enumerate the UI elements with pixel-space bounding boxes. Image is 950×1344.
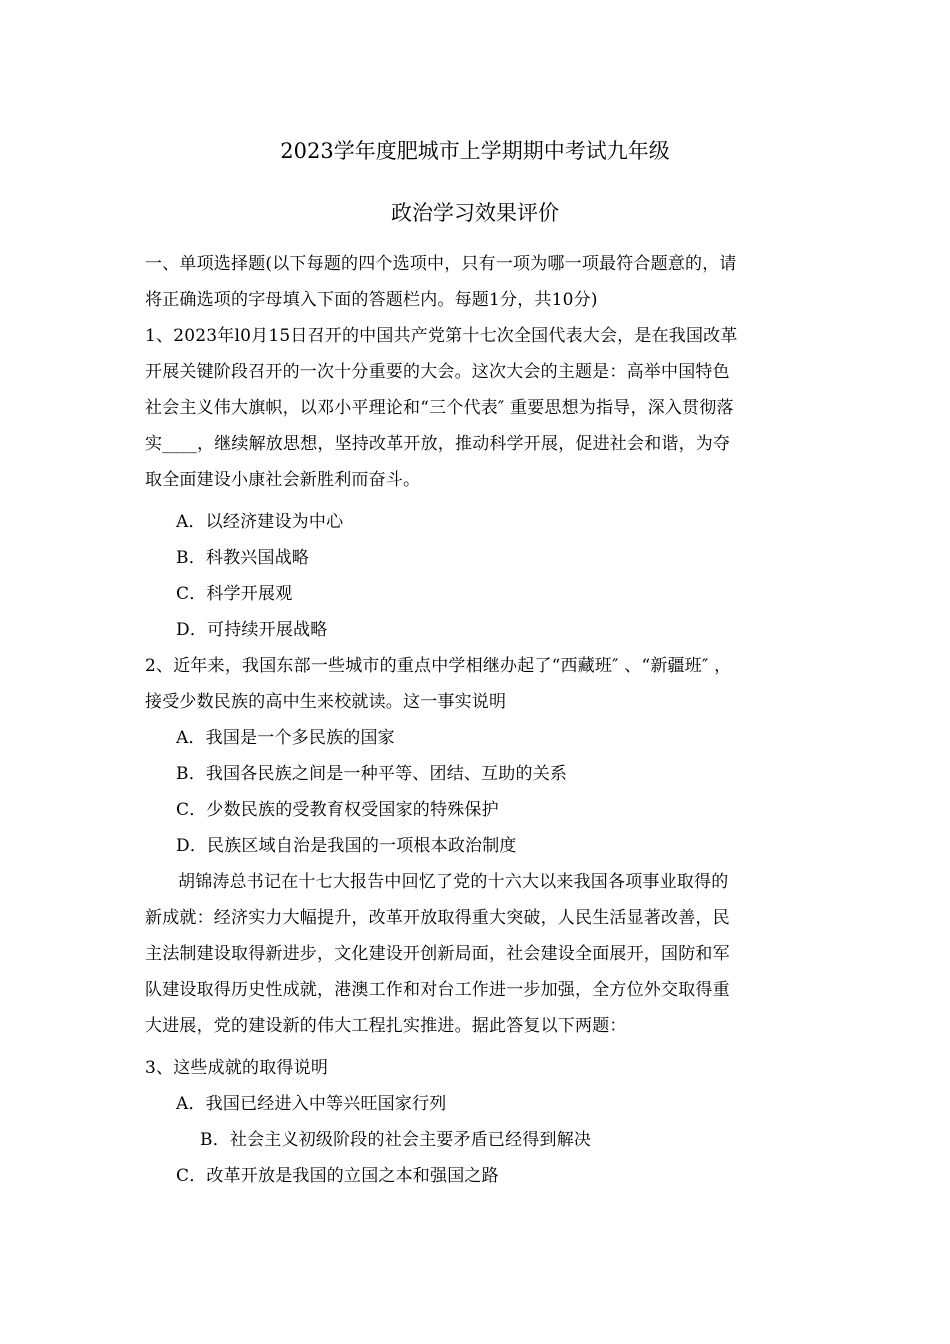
q2-option-c: C．少数民族的受教育权受国家的特殊保护 [176, 800, 499, 820]
q1-option-b: B．科教兴国战略 [176, 548, 310, 568]
q1-stem-line-3: 社会主义伟大旗帜，以邓小平理论和“三个代表″ 重要思想为指导，深入贯彻落 [145, 398, 734, 418]
q1-stem-line-2: 开展关键阶段召开的一次十分重要的大会。这次大会的主题是：高举中国特色 [145, 362, 730, 382]
section-heading-line-2: 将正确选项的字母填入下面的答题栏内。每题1分，共10分) [145, 290, 598, 310]
q1-option-a: A．以经济建设为中心 [176, 512, 344, 532]
passage-line-4: 队建设取得历史性成就，港澳工作和对台工作进一步加强，全方位外交取得重 [145, 980, 730, 1000]
passage-line-2: 新成就：经济实力大幅提升，改革开放取得重大突破，人民生活显著改善，民 [145, 908, 730, 928]
q2-option-b: B．我国各民族之间是一种平等、团结、互助的关系 [176, 764, 568, 784]
passage-line-3: 主法制建设取得新进步，文化建设开创新局面，社会建设全面展开，国防和军 [145, 944, 730, 964]
q3-option-a: A．我国已经进入中等兴旺国家行列 [176, 1094, 447, 1114]
passage-line-5: 大进展，党的建设新的伟大工程扎实推进。据此答复以下两题： [145, 1016, 627, 1036]
page-subtitle: 政治学习效果评价 [391, 201, 559, 225]
q1-stem-line-5: 取全面建设小康社会新胜利而奋斗。 [145, 470, 421, 490]
q1-option-c: C．科学开展观 [176, 584, 293, 604]
page-title: 2023学年度肥城市上学期期中考试九年级 [280, 139, 670, 163]
q2-stem-line-1: 2、近年来，我国东部一些城市的重点中学相继办起了“西藏班″ 、“新疆班″ ， [145, 656, 732, 676]
q2-option-d: D．民族区域自治是我国的一项根本政治制度 [176, 836, 517, 856]
q3-option-c: C．改革开放是我国的立国之本和强国之路 [176, 1166, 499, 1186]
q2-stem-line-2: 接受少数民族的高中生来校就读。这一事实说明 [145, 692, 507, 712]
q3-stem: 3、这些成就的取得说明 [145, 1058, 329, 1078]
passage-line-1: 胡锦涛总书记在十七大报告中回忆了党的十六大以来我国各项事业取得的 [178, 872, 729, 892]
q1-stem-line-1: 1、2023年l0月15日召开的中国共产党第十七次全国代表大会，是在我国改革 [145, 326, 738, 346]
q2-option-a: A．我国是一个多民族的国家 [176, 728, 395, 748]
q1-stem-line-4: 实____，继续解放思想，坚持改革开放，推动科学开展，促进社会和谐，为夺 [145, 434, 731, 454]
section-heading-line-1: 一、单项选择题(以下每题的四个选项中，只有一项为哪一项最符合题意的，请 [145, 254, 737, 274]
q3-option-b: B．社会主义初级阶段的社会主要矛盾已经得到解决 [200, 1130, 592, 1150]
q1-option-d: D．可持续开展战略 [176, 620, 328, 640]
